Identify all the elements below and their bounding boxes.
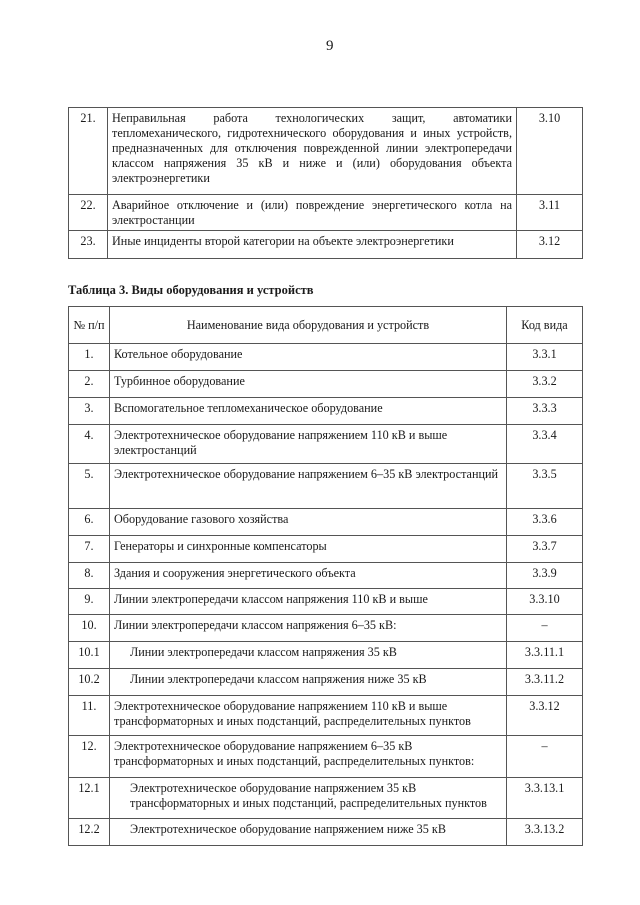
row-code: 3.3.11.2	[507, 669, 583, 696]
header-name: Наименование вида оборудования и устройств	[110, 307, 507, 344]
row-text: Линии электропередачи классом напряжения 110 кВ и выше	[110, 589, 507, 615]
row-text: Электротехническое оборудование напряжением 35 кВ трансформаторных и иных подстанций, распределительных пунктов	[110, 778, 507, 819]
header-num: № п/п	[69, 307, 110, 344]
row-text: Аварийное отключение и (или) повреждение энергетического котла на электростанции	[108, 195, 517, 231]
table-row	[69, 344, 583, 371]
row-text: Линии электропередачи классом напряжения ниже 35 кВ	[110, 669, 507, 696]
table-row	[69, 536, 583, 563]
row-text: Генераторы и синхронные компенсаторы	[110, 536, 507, 563]
table-row	[69, 231, 583, 259]
table-row	[69, 371, 583, 398]
row-text: Электротехническое оборудование напряжением 6–35 кВ трансформаторных и иных подстанций, распределительных пунктов:	[110, 736, 507, 778]
row-code: 3.3.13.2	[507, 819, 583, 846]
table-row	[69, 642, 583, 669]
row-code: 3.3.5	[507, 464, 583, 509]
row-text: Вспомогательное тепломеханическое оборудование	[110, 398, 507, 425]
row-number: 23.	[69, 231, 108, 259]
row-number: 10.2	[69, 669, 110, 696]
table-row	[69, 736, 583, 778]
table-row	[69, 563, 583, 589]
page-number: 9	[326, 38, 334, 54]
row-code: –	[507, 736, 583, 778]
row-number: 8.	[69, 563, 110, 589]
header-code: Код вида	[507, 307, 583, 344]
row-code: 3.3.1	[507, 344, 583, 371]
table-row	[69, 615, 583, 642]
row-text: Иные инциденты второй категории на объекте электроэнергетики	[108, 231, 517, 259]
table-row	[69, 425, 583, 464]
row-text: Оборудование газового хозяйства	[110, 509, 507, 536]
row-code: 3.3.3	[507, 398, 583, 425]
row-number: 12.	[69, 736, 110, 778]
table-row	[69, 108, 583, 195]
table-row	[69, 819, 583, 846]
table-row	[69, 464, 583, 509]
row-code: 3.3.7	[507, 536, 583, 563]
row-number: 21.	[69, 108, 108, 195]
row-text: Линии электропередачи классом напряжения 35 кВ	[110, 642, 507, 669]
row-code: 3.11	[517, 195, 583, 231]
row-code: 3.3.2	[507, 371, 583, 398]
row-text: Котельное оборудование	[110, 344, 507, 371]
row-number: 22.	[69, 195, 108, 231]
table-row	[69, 778, 583, 819]
row-code: 3.10	[517, 108, 583, 195]
row-text: Электротехническое оборудование напряжением ниже 35 кВ	[110, 819, 507, 846]
row-number: 6.	[69, 509, 110, 536]
row-code: 3.3.4	[507, 425, 583, 464]
row-code: 3.3.10	[507, 589, 583, 615]
table-header-row	[69, 307, 583, 344]
table-row	[69, 589, 583, 615]
row-number: 12.1	[69, 778, 110, 819]
table3-title: Таблица 3. Виды оборудования и устройств	[68, 283, 314, 297]
row-code: 3.3.12	[507, 696, 583, 736]
table-row	[69, 669, 583, 696]
row-code: 3.3.11.1	[507, 642, 583, 669]
row-code: 3.12	[517, 231, 583, 259]
table-row	[69, 509, 583, 536]
row-number: 1.	[69, 344, 110, 371]
equipment-types-table	[68, 306, 583, 846]
row-text: Турбинное оборудование	[110, 371, 507, 398]
row-code: 3.3.6	[507, 509, 583, 536]
table-row	[69, 696, 583, 736]
row-number: 7.	[69, 536, 110, 563]
row-code: –	[507, 615, 583, 642]
table-row	[69, 195, 583, 231]
row-number: 10.1	[69, 642, 110, 669]
row-number: 9.	[69, 589, 110, 615]
row-number: 5.	[69, 464, 110, 509]
row-code: 3.3.9	[507, 563, 583, 589]
incidents-table-continued	[68, 107, 583, 259]
row-code: 3.3.13.1	[507, 778, 583, 819]
row-number: 3.	[69, 398, 110, 425]
row-number: 10.	[69, 615, 110, 642]
row-text: Электротехническое оборудование напряжением 6–35 кВ электростанций	[110, 464, 507, 509]
row-number: 12.2	[69, 819, 110, 846]
row-text: Неправильная работа технологических защит, автоматики тепломеханического, гидротехнического оборудования и иных устройств, предназначенных для отключения поврежденной линии электропередачи классом напряжения 35 кВ и ниже и (или) оборудования объекта электроэнергетики	[108, 108, 517, 195]
row-number: 11.	[69, 696, 110, 736]
row-text: Электротехническое оборудование напряжением 110 кВ и выше электростанций	[110, 425, 507, 464]
row-text: Здания и сооружения энергетического объекта	[110, 563, 507, 589]
row-number: 2.	[69, 371, 110, 398]
row-text: Электротехническое оборудование напряжением 110 кВ и выше трансформаторных и иных подстанций, распределительных пунктов	[110, 696, 507, 736]
row-text: Линии электропередачи классом напряжения 6–35 кВ:	[110, 615, 507, 642]
table-row	[69, 398, 583, 425]
row-number: 4.	[69, 425, 110, 464]
